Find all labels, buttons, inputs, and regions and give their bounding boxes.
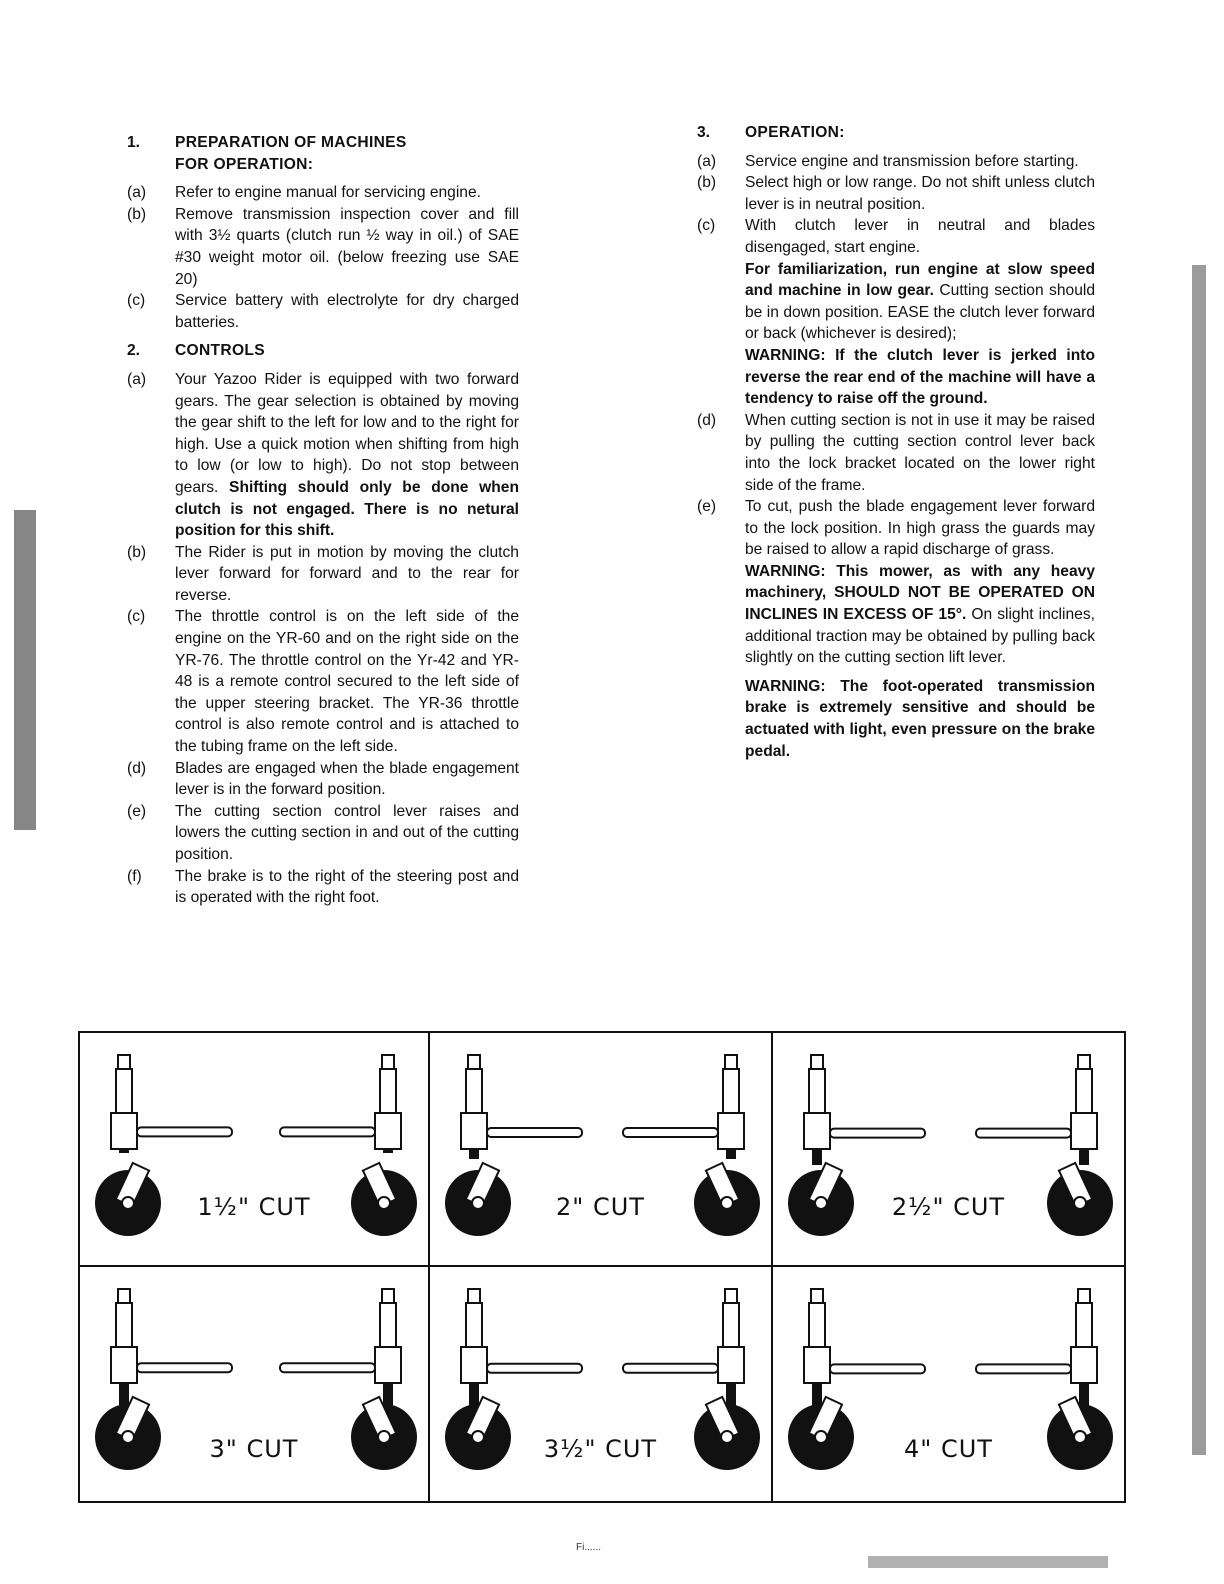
cut-label: 1½" CUT [197,1193,311,1221]
warning-clutch: WARNING: If the clutch lever is jerked into reverse the rear end of the machine will have a tendency to raise off the ground. [745,346,1095,408]
gauge-wheel-illustration [773,1267,1124,1503]
list-item: (e) The cutting section control lever raises and lowers the cutting section in and out of the cutting position. [127,802,519,863]
left-column [127,132,519,909]
section-heading-preparation: 1. PREPARATION OF MACHINES FOR OPERATION: [127,134,407,173]
list-item: (a) Refer to engine manual for servicing engine. [127,184,481,202]
list-item: (b) Remove transmission inspection cover and fill with 3½ quarts (clutch run ½ way in oil.) of SAE #30 weight motor oil. (below freezing use SAE 20) [127,205,519,288]
right-column [697,122,1095,762]
section-title-line2: FOR OPERATION: [175,155,314,173]
cut-cell [773,1033,1124,1267]
gauge-wheel-illustration [430,1033,771,1265]
list-item: (d) When cutting section is not in use it may be raised by pulling the cutting section control lever back into the lock bracket located on the lower right side of the frame. [697,411,1095,494]
warning-brake: WARNING: The foot-operated transmission brake is extremely sensitive and should be actuated with light, even pressure on the brake pedal. [745,677,1095,760]
list-item: (e) To cut, push the blade engagement lever forward to the lock position. In high grass the guards may be raised to allow a rapid discharge of grass. [697,498,1095,559]
section-heading-controls: 2. CONTROLS [127,342,265,360]
list-item: (a) Service engine and transmission before starting. [697,152,1079,170]
list-item: (f) The brake is to the right of the steering post and is operated with the right foot. [127,867,519,907]
section-title-line1: PREPARATION OF MACHINES [175,134,407,151]
scan-edge-right [1192,265,1206,1455]
cut-label: 2½" CUT [891,1193,1006,1221]
list-item: (b) The Rider is put in motion by moving the clutch lever forward for forward and to the rear for reverse. [127,543,519,604]
scan-edge-bottom [868,1556,1108,1568]
list-item: (b) Select high or low range. Do not shift unless clutch lever is in neutral position. [697,174,1095,213]
cut-cell [430,1267,773,1501]
list-item: (c) With clutch lever in neutral and blades disengaged, start engine. [697,217,1095,256]
operation-paragraph: For familiarization, run engine at slow speed and machine in low gear. Cutting section should be in down position. EASE the clutch lever forward or back (whichever is desired); [745,260,1096,343]
scan-edge-left [14,510,36,830]
gauge-wheel-illustration [430,1267,771,1503]
warning-incline: WARNING: This mower, as with any heavy machinery, SHOULD NOT BE OPERATED ON INCLINES IN EXCESS OF 15°. On slight inclines, additional traction may be obtained by pulling back slightly on the cutting section lift lever. [745,562,1095,667]
cut-cell [430,1033,773,1267]
cut-cell [80,1033,430,1267]
list-item: (c) The throttle control is on the left side of the engine on the YR-60 and on the right side on the YR-76. The throttle control on the Yr-42 and YR-48 is a remote control secured to the left side of the upper steering bracket. The YR-36 throttle control is also remote control and is attached to the tubing frame on the left side. [127,608,519,756]
cut-cell [80,1267,430,1501]
gauge-wheel-illustration [773,1033,1124,1265]
cut-label: 3" CUT [209,1435,299,1463]
list-item: (d) Blades are engaged when the blade engagement lever is in the forward position. [127,759,519,799]
gauge-wheel-illustration [80,1033,428,1265]
cut-label: 4" CUT [904,1435,993,1463]
cut-label: 3½" CUT [543,1435,658,1463]
gauge-wheel-illustration [80,1267,428,1503]
figure-caption: Fi...... [576,1542,601,1553]
cut-cell [773,1267,1124,1501]
cut-height-diagram [78,1031,1126,1503]
list-item: (a) Your Yazoo Rider is equipped with two forward gears. The gear selection is obtained by moving the gear shift to the left for low and to the right for high. Use a quick motion when shifting from high to low (or low to high). Do not stop between gears. Shifting should only be done when clutch is not engaged. There is no netural position for this shift. [127,370,519,540]
section-heading-operation: 3. OPERATION: [697,124,845,141]
list-item: (c) Service battery with electrolyte for dry charged batteries. [127,292,519,331]
cut-label: 2" CUT [556,1193,645,1221]
